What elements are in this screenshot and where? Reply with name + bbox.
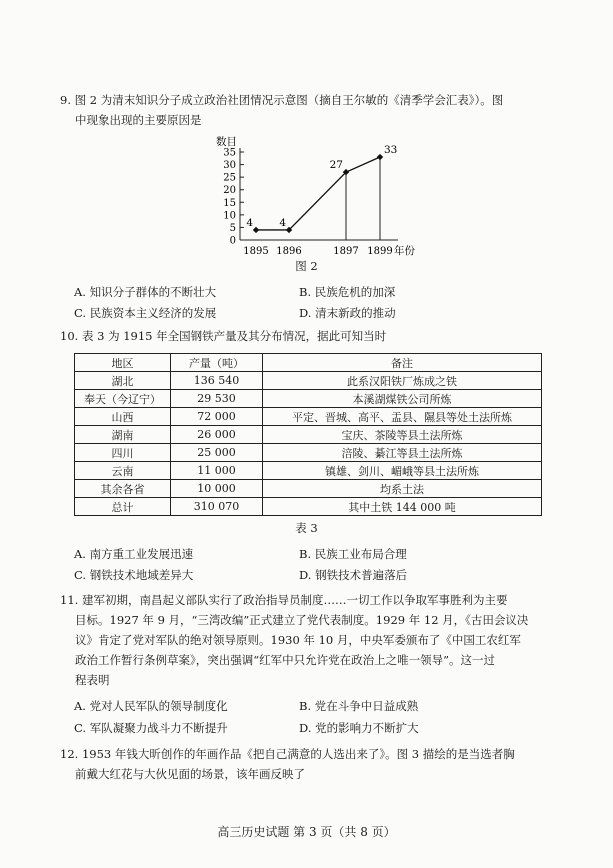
question-12-line-2: 前戴大红花与大伙见面的场景，该年画反映了 xyxy=(75,767,305,781)
y-tick-label: 35 xyxy=(223,147,236,159)
table-cell: 宝庆、茶陵等县土法所炼 xyxy=(263,426,542,444)
option-9-d[interactable]: D. 清末新政的推动 xyxy=(299,306,396,320)
table-row xyxy=(75,390,542,408)
table-cell: 涪陵、綦江等县土法所炼 xyxy=(263,444,542,462)
y-tick-label: 30 xyxy=(223,160,236,172)
table-cell: 此系汉阳铁厂炼成之铁 xyxy=(263,372,542,390)
question-11-line-3: 议》肯定了党对军队的绝对领导原则。1930 年 10 月，中央军委颁布了《中国工农红军 xyxy=(75,633,521,647)
question-10-options-row-1 xyxy=(74,546,544,566)
x-tick-label: 1897 xyxy=(333,246,359,257)
table-cell: 均系土法 xyxy=(263,480,542,498)
question-11-options-row-1 xyxy=(74,698,544,718)
series-line xyxy=(256,157,380,230)
table-header-cell: 地区 xyxy=(75,354,171,372)
page-footer: 高三历史试题 第 3 页（共 8 页） xyxy=(217,825,396,839)
figure-2-caption: 图 2 xyxy=(295,259,318,273)
table-row xyxy=(75,408,542,426)
table-row xyxy=(75,426,542,444)
table-cell: 其余各省 xyxy=(75,480,171,498)
data-label: 33 xyxy=(384,144,398,157)
table-row xyxy=(75,444,542,462)
table-header-cell: 备注 xyxy=(263,354,542,372)
figure-2-line-chart xyxy=(206,136,415,258)
table-cell: 136 540 xyxy=(171,372,263,390)
table-cell: 72 000 xyxy=(171,408,263,426)
data-label: 4 xyxy=(279,216,286,229)
option-10-d[interactable]: D. 钢铁技术普遍落后 xyxy=(299,568,408,582)
question-12-line-1: 12. 1953 年钱大昕创作的年画作品《把自己满意的人选出来了》。图 3 描绘的是当选者胸 xyxy=(60,747,515,761)
table-cell: 10 000 xyxy=(171,480,263,498)
question-9-line-2: 中现象出现的主要原因是 xyxy=(75,113,202,127)
table-cell: 26 000 xyxy=(171,426,263,444)
option-10-a[interactable]: A. 南方重工业发展迅速 xyxy=(74,547,194,561)
question-11-line-5: 程表明 xyxy=(75,673,110,687)
data-point xyxy=(253,227,259,233)
table-cell: 310 070 xyxy=(171,498,263,516)
table-cell: 25 000 xyxy=(171,444,263,462)
option-11-b[interactable]: B. 党在斗争中日益成熟 xyxy=(299,699,419,713)
table-cell: 平定、晋城、高平、盂县、隰县等处土法所炼 xyxy=(263,408,542,426)
table-row xyxy=(75,498,542,516)
option-10-b[interactable]: B. 民族工业布局合理 xyxy=(299,547,407,561)
option-9-c[interactable]: C. 民族资本主义经济的发展 xyxy=(74,306,217,320)
data-label: 27 xyxy=(329,159,343,172)
question-11-line-2: 目标。1927 年 9 月，“三湾改编”正式建立了党代表制度。1929 年 12 月，《古田会议决 xyxy=(75,613,529,627)
option-10-c[interactable]: C. 钢铁技术地域差异大 xyxy=(74,568,194,582)
question-11-options-row-2 xyxy=(74,720,544,740)
question-12 xyxy=(60,744,540,784)
x-tick-label: 1899 xyxy=(367,246,393,257)
table-cell: 11 000 xyxy=(171,462,263,480)
y-tick-label: 10 xyxy=(223,210,236,222)
table-cell: 镇雄、剑川、嵋峨等县土法所炼 xyxy=(263,462,542,480)
table-cell: 云南 xyxy=(75,462,171,480)
table-row xyxy=(75,372,542,390)
table-header-cell: 产量（吨） xyxy=(171,354,263,372)
table-cell: 山西 xyxy=(75,408,171,426)
chart-marks xyxy=(246,144,397,240)
x-axis-label: 年份 xyxy=(394,245,415,257)
option-11-c[interactable]: C. 军队凝聚力战斗力不断提升 xyxy=(74,721,228,735)
table-3 xyxy=(74,353,542,516)
question-10-options-row-2 xyxy=(74,567,544,587)
option-11-a[interactable]: A. 党对人民军队的领导制度化 xyxy=(74,699,228,713)
option-11-d[interactable]: D. 党的影响力不断扩大 xyxy=(299,721,419,735)
question-9-options-row-2 xyxy=(74,305,544,325)
data-point xyxy=(377,154,383,160)
option-9-b[interactable]: B. 民族危机的加深 xyxy=(299,285,396,299)
table-cell: 29 530 xyxy=(171,390,263,408)
question-10-line-1: 10. 表 3 为 1915 年全国钢铁产量及其分布情况，据此可知当时 xyxy=(60,329,387,343)
data-label: 4 xyxy=(246,216,253,229)
x-tick-label: 1896 xyxy=(276,246,302,257)
y-tick-label: 25 xyxy=(223,172,236,184)
table-header-row xyxy=(75,354,542,372)
table-cell: 其中土铁 144 000 吨 xyxy=(263,498,542,516)
question-10 xyxy=(60,326,540,346)
question-9-options-row-1 xyxy=(74,284,544,304)
question-9-line-1: 9. 图 2 为清末知识分子成立政治社团情况示意图（摘自王尔敏的《清季学会汇表》）。图 xyxy=(60,93,504,107)
table-cell: 湖北 xyxy=(75,372,171,390)
table-row xyxy=(75,480,542,498)
table-cell: 奉天（今辽宁） xyxy=(75,390,171,408)
table-row xyxy=(75,462,542,480)
table-cell: 四川 xyxy=(75,444,171,462)
y-tick-label: 20 xyxy=(223,185,236,197)
table-cell: 本溪湖煤铁公司所炼 xyxy=(263,390,542,408)
y-axis-label: 数目 xyxy=(216,136,237,148)
x-tick-label: 1895 xyxy=(243,246,269,257)
y-tick-label: 5 xyxy=(229,222,236,234)
question-11 xyxy=(60,590,540,690)
table-cell: 湖南 xyxy=(75,426,171,444)
table-3-caption: 表 3 xyxy=(295,521,318,535)
y-tick-label: 15 xyxy=(223,197,236,209)
table-cell: 总计 xyxy=(75,498,171,516)
y-tick-label: 0 xyxy=(229,235,236,247)
question-11-line-1: 11. 建军初期，南昌起义部队实行了政治指导员制度……一切工作以争取军事胜利为主要 xyxy=(60,593,508,607)
option-9-a[interactable]: A. 知识分子群体的不断壮大 xyxy=(74,285,217,299)
question-9 xyxy=(60,90,540,130)
question-11-line-4: 政治工作暂行条例草案》，突出强调“红军中只允许党在政治上之唯一领导”。这一过 xyxy=(75,653,496,667)
